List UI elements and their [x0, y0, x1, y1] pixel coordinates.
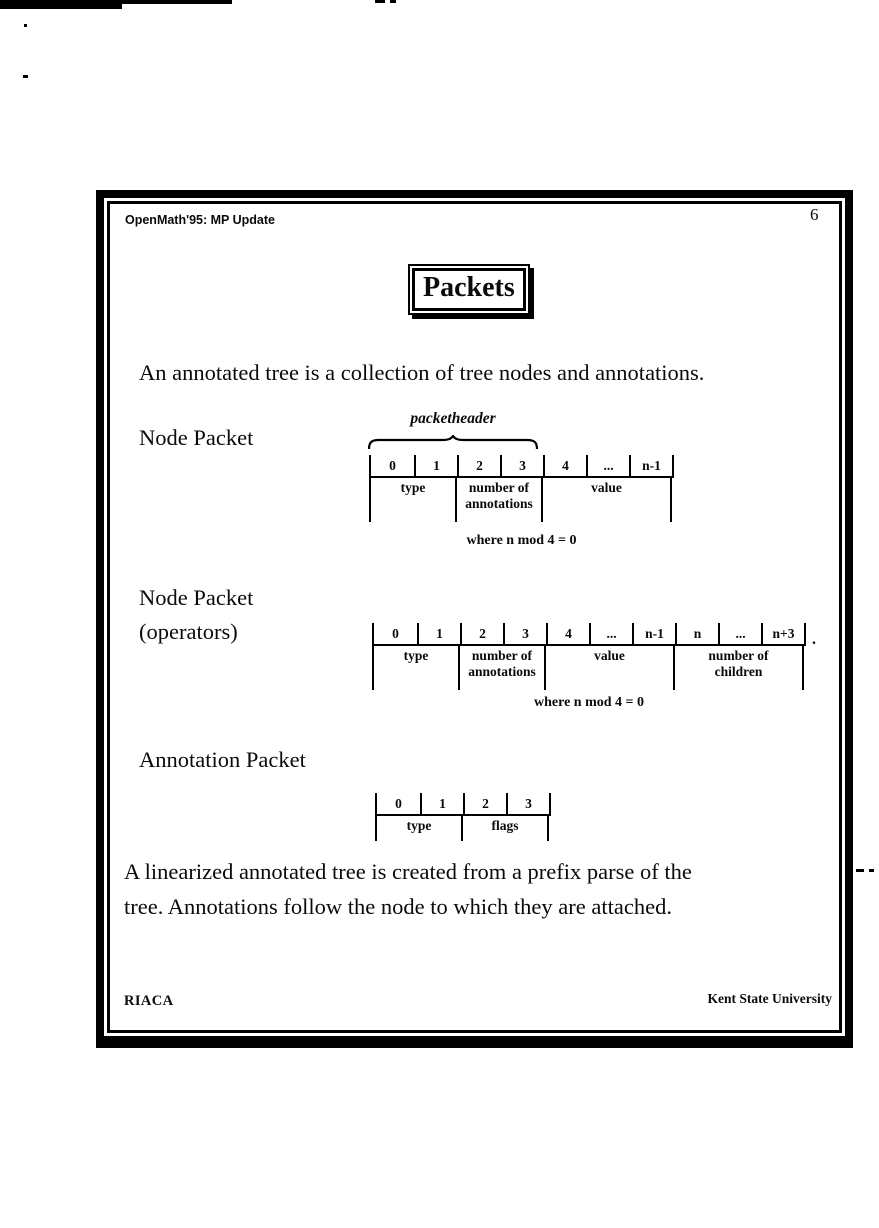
byte-cell: 0	[392, 626, 399, 641]
section-label-node-packet: Node Packet	[139, 425, 254, 450]
scan-artifact	[0, 0, 122, 9]
slide-header-title: OpenMath'95: MP Update	[125, 213, 275, 227]
field-label: type	[371, 478, 457, 522]
closing-text-line1: A linearized annotated tree is created from a prefix parse of the	[124, 859, 692, 884]
byte-number-row	[375, 793, 551, 816]
field-label: flags	[463, 816, 549, 841]
byte-cell: 3	[503, 623, 546, 644]
byte-cell: 1	[420, 793, 463, 814]
byte-cell: ...	[586, 455, 629, 476]
byte-cell: 0	[395, 796, 402, 811]
byte-cell: 3	[500, 455, 543, 476]
annotation-packet-table	[375, 793, 551, 841]
intro-text: An annotated tree is a collection of tree nodes and annotations.	[139, 360, 705, 385]
byte-cell: 4	[543, 455, 586, 476]
byte-cell: 1	[417, 623, 460, 644]
field-label-row	[375, 816, 551, 841]
byte-cell: ...	[589, 623, 632, 644]
field-label: value	[543, 478, 672, 522]
field-label: type	[374, 646, 460, 690]
closing-text-line2: tree. Annotations follow the node to which they are attached.	[124, 894, 672, 919]
trailing-period: .	[812, 631, 816, 648]
field-label: type	[377, 816, 463, 841]
footer-riaca: RIACA	[124, 993, 174, 1009]
packetheader-brace	[366, 435, 540, 449]
field-label: value	[546, 646, 675, 690]
section-label-annotation-packet: Annotation Packet	[139, 747, 306, 772]
scan-artifact	[869, 869, 874, 872]
byte-cell: 2	[463, 793, 506, 814]
byte-cell: 0	[389, 458, 396, 473]
byte-cell: 2	[460, 623, 503, 644]
scan-artifact	[375, 0, 385, 3]
byte-cell: n	[675, 623, 718, 644]
field-label: number of annotations	[457, 478, 543, 522]
node-packet-table	[369, 455, 674, 522]
byte-cell: 1	[414, 455, 457, 476]
scan-artifact	[856, 869, 864, 872]
field-label-row	[369, 478, 674, 522]
scan-artifact	[390, 0, 396, 3]
field-label-row	[372, 646, 806, 690]
scan-artifact	[122, 0, 232, 4]
scan-artifact	[24, 24, 27, 27]
footer-university: Kent State University	[707, 991, 832, 1006]
section-sublabel-operators: (operators)	[139, 619, 238, 644]
page-title: Packets	[412, 268, 526, 311]
scan-artifact	[23, 75, 28, 78]
note-n-mod-4: where n mod 4 = 0	[534, 695, 644, 710]
byte-cell: n-1	[629, 455, 672, 476]
section-label-node-packet-operators: Node Packet	[139, 585, 254, 610]
note-n-mod-4: where n mod 4 = 0	[466, 533, 577, 548]
node-packet-operators-table	[372, 623, 806, 690]
byte-number-row	[369, 455, 674, 478]
field-label: number of annotations	[460, 646, 546, 690]
byte-cell: ...	[718, 623, 761, 644]
byte-cell: 2	[457, 455, 500, 476]
page-number: 6	[810, 205, 819, 224]
byte-number-row	[372, 623, 806, 646]
byte-cell: 4	[546, 623, 589, 644]
byte-cell: n+3	[761, 623, 804, 644]
byte-cell: 3	[506, 793, 549, 814]
packetheader-label: packetheader	[410, 410, 496, 427]
field-label: number of children	[675, 646, 804, 690]
byte-cell: n-1	[632, 623, 675, 644]
title-box	[408, 264, 530, 315]
